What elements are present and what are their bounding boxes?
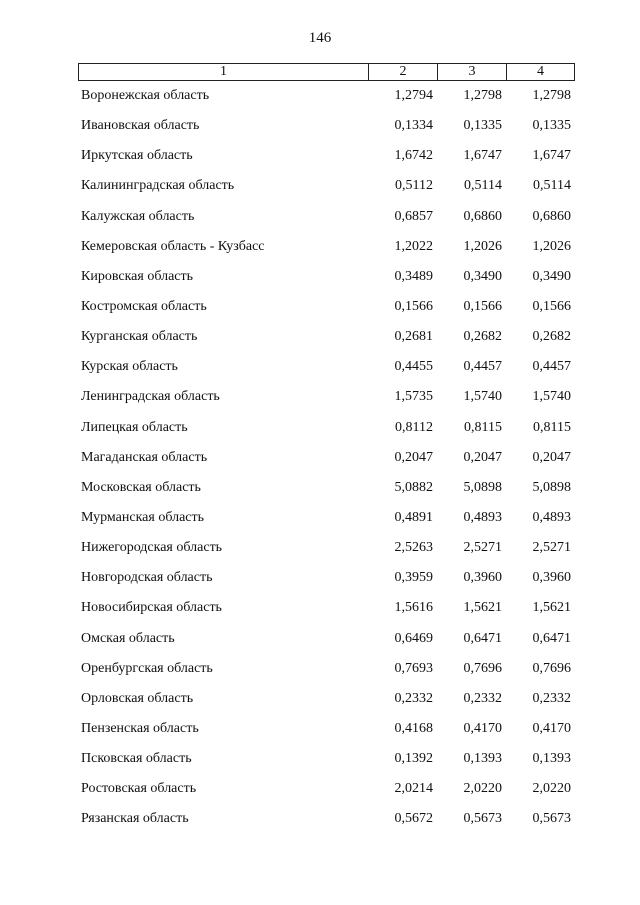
table-row	[78, 238, 575, 268]
value-col-4: 0,1393	[532, 751, 571, 767]
region-name: Кемеровская область - Кузбасс	[81, 238, 265, 254]
table-row	[78, 117, 575, 147]
value-col-4: 1,2026	[532, 238, 571, 254]
region-name: Рязанская область	[81, 811, 189, 827]
value-col-3: 1,2798	[463, 88, 502, 103]
value-col-2: 2,5263	[394, 540, 433, 556]
value-col-4: 1,6747	[532, 148, 571, 164]
value-col-2: 0,4168	[394, 720, 433, 736]
region-name: Калининградская область	[81, 178, 235, 194]
column-header-3: 3	[438, 64, 507, 80]
value-col-4: 0,8115	[533, 419, 571, 435]
value-col-3: 0,8115	[464, 419, 502, 435]
region-name: Оренбургская область	[81, 660, 213, 676]
value-col-4: 0,3490	[532, 268, 571, 284]
value-col-2: 0,4891	[394, 509, 433, 525]
value-col-3: 1,5740	[463, 389, 502, 405]
value-col-3: 0,1335	[463, 118, 502, 134]
table-row	[78, 720, 575, 750]
value-col-3: 0,1566	[463, 298, 502, 314]
value-col-4: 0,2682	[532, 329, 571, 345]
column-header-1: 1	[79, 64, 369, 80]
value-col-3: 0,5114	[464, 178, 502, 194]
value-col-2: 1,2794	[394, 88, 433, 103]
region-name: Курская область	[81, 359, 178, 375]
value-col-4: 2,0220	[532, 781, 571, 797]
value-col-3: 1,5621	[463, 600, 502, 616]
region-name: Калужская область	[81, 208, 195, 224]
value-col-3: 0,2047	[463, 449, 502, 465]
value-col-4: 0,6471	[532, 630, 571, 646]
value-col-4: 0,1566	[532, 298, 571, 314]
value-col-3: 1,6747	[463, 148, 502, 164]
region-name: Новгородская область	[81, 570, 213, 586]
table-row	[78, 810, 575, 840]
table-row	[78, 358, 575, 388]
value-col-2: 1,5735	[394, 389, 433, 405]
value-col-4: 1,2798	[532, 88, 571, 103]
value-col-3: 0,6471	[463, 630, 502, 646]
value-col-2: 0,1392	[394, 751, 433, 767]
value-col-4: 0,2332	[532, 690, 571, 706]
value-col-2: 0,2332	[394, 690, 433, 706]
region-name: Иркутская область	[81, 148, 193, 164]
value-col-2: 0,7693	[394, 660, 433, 676]
table-row	[78, 298, 575, 328]
value-col-3: 0,3490	[463, 268, 502, 284]
table-row	[78, 147, 575, 177]
value-col-4: 0,3960	[532, 570, 571, 586]
value-col-3: 0,1393	[463, 751, 502, 767]
region-name: Омская область	[81, 630, 175, 646]
value-col-4: 0,7696	[532, 660, 571, 676]
region-name: Костромская область	[81, 298, 207, 314]
table-row	[78, 690, 575, 720]
value-col-4: 0,4457	[532, 359, 571, 375]
value-col-3: 0,6860	[463, 208, 502, 224]
value-col-3: 1,2026	[463, 238, 502, 254]
value-col-2: 0,2047	[394, 449, 433, 465]
value-col-2: 0,6469	[394, 630, 433, 646]
table-row	[78, 479, 575, 509]
value-col-3: 0,3960	[463, 570, 502, 586]
value-col-4: 2,5271	[532, 540, 571, 556]
value-col-3: 2,5271	[463, 540, 502, 556]
table-row	[78, 750, 575, 780]
value-col-4: 0,5673	[532, 811, 571, 827]
value-col-3: 2,0220	[463, 781, 502, 797]
value-col-3: 0,7696	[463, 660, 502, 676]
value-col-4: 5,0898	[532, 479, 571, 495]
table-row	[78, 780, 575, 810]
value-col-4: 0,6860	[532, 208, 571, 224]
value-col-2: 0,6857	[394, 208, 433, 224]
value-col-4: 0,5114	[533, 178, 571, 194]
data-table	[78, 63, 575, 841]
page-number: 146	[308, 30, 332, 46]
value-col-4: 1,5740	[532, 389, 571, 405]
value-col-2: 1,2022	[394, 238, 433, 254]
table-row	[78, 599, 575, 629]
value-col-2: 0,2681	[394, 329, 433, 345]
region-name: Воронежская область	[81, 88, 210, 103]
table-header	[78, 63, 575, 81]
value-col-2: 2,0214	[394, 781, 433, 797]
region-name: Ленинградская область	[81, 389, 220, 405]
value-col-3: 0,2332	[463, 690, 502, 706]
table-row	[78, 268, 575, 298]
value-col-2: 0,3959	[394, 570, 433, 586]
region-name: Курганская область	[81, 329, 198, 345]
value-col-2: 0,4455	[394, 359, 433, 375]
value-col-2: 0,1566	[394, 298, 433, 314]
table-row	[78, 87, 575, 117]
region-name: Ростовская область	[81, 781, 197, 797]
region-name: Кировская область	[81, 268, 194, 284]
region-name: Липецкая область	[81, 419, 188, 435]
table-row	[78, 509, 575, 539]
value-col-2: 0,1334	[394, 118, 433, 134]
value-col-4: 1,5621	[532, 600, 571, 616]
table-row	[78, 660, 575, 690]
value-col-4: 0,4170	[532, 720, 571, 736]
table-row	[78, 539, 575, 569]
value-col-2: 5,0882	[394, 479, 433, 495]
region-name: Новосибирская область	[81, 600, 222, 616]
value-col-4: 0,2047	[532, 449, 571, 465]
value-col-2: 0,8112	[395, 419, 433, 435]
value-col-2: 1,5616	[394, 600, 433, 616]
table-row	[78, 208, 575, 238]
table-row	[78, 177, 575, 207]
value-col-2: 0,5672	[394, 811, 433, 827]
region-name: Орловская область	[81, 690, 194, 706]
region-name: Нижегородская область	[81, 540, 223, 556]
table-row	[78, 328, 575, 358]
value-col-2: 1,6742	[394, 148, 433, 164]
value-col-3: 0,2682	[463, 329, 502, 345]
table-row	[78, 569, 575, 599]
region-name: Московская область	[81, 479, 201, 495]
value-col-2: 0,5112	[395, 178, 433, 194]
value-col-3: 0,4457	[463, 359, 502, 375]
region-name: Пензенская область	[81, 720, 199, 736]
table-row	[78, 388, 575, 418]
value-col-4: 0,4893	[532, 509, 571, 525]
table-row	[78, 630, 575, 660]
value-col-3: 0,4893	[463, 509, 502, 525]
region-name: Псковская область	[81, 751, 192, 767]
value-col-3: 0,5673	[463, 811, 502, 827]
region-name: Магаданская область	[81, 449, 208, 465]
value-col-3: 0,4170	[463, 720, 502, 736]
region-name: Ивановская область	[81, 118, 200, 134]
column-header-4: 4	[537, 64, 544, 79]
value-col-2: 0,3489	[394, 268, 433, 284]
column-header-2: 2	[369, 64, 438, 80]
table-row	[78, 449, 575, 479]
value-col-4: 0,1335	[532, 118, 571, 134]
value-col-3: 5,0898	[463, 479, 502, 495]
region-name: Мурманская область	[81, 509, 205, 525]
table-body	[78, 87, 575, 841]
table-row	[78, 419, 575, 449]
